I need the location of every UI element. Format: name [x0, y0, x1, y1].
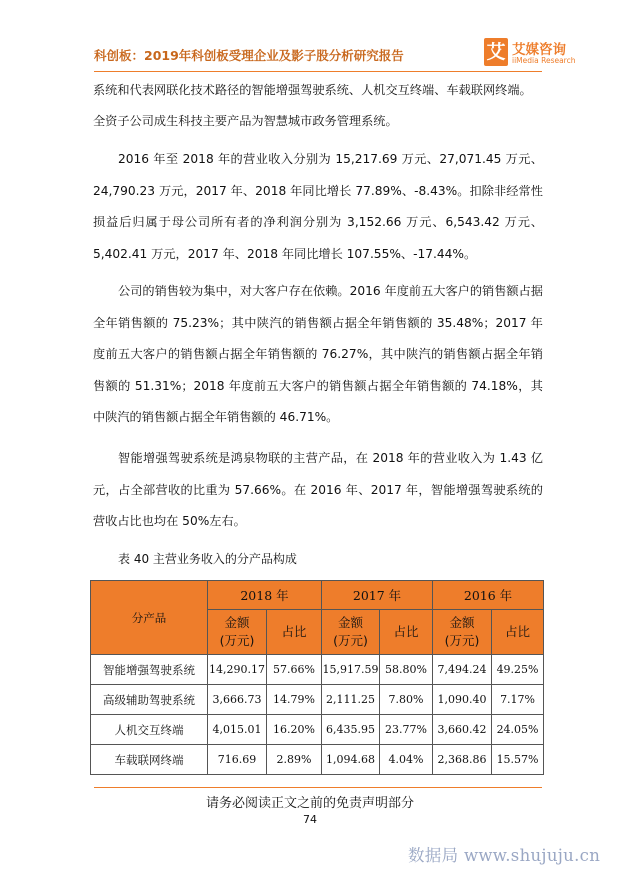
- ratio-2016: 7.17%: [492, 685, 544, 715]
- ratio-2018: 57.66%: [267, 655, 322, 685]
- ratio-2016: 49.25%: [492, 655, 544, 685]
- product-name: 车载联网终端: [91, 745, 208, 775]
- header-amount: [433, 610, 492, 655]
- paragraph-main-product: 智能增强驾驶系统是鸿泉物联的主营产品，在 2018 年的营业收入为 1.43 亿元，占全部营收的比重为 57.66%。在 2016 年、2017 年，智能增强驾驶系统的营收占比也均在 50%左右。: [93, 451, 543, 528]
- header-amount: [208, 610, 267, 655]
- amount-2016: 2,368.86: [433, 745, 492, 775]
- header-amount: [322, 610, 380, 655]
- table-row: [91, 745, 544, 775]
- amount-2018: 14,290.17: [208, 655, 267, 685]
- header-year-2016: 2016 年: [433, 581, 544, 610]
- amount-2017: 15,917.59: [322, 655, 380, 685]
- table-row: [91, 715, 544, 745]
- logo-english-name: iiMedia Research: [512, 56, 576, 65]
- header-ratio: 占比: [492, 610, 544, 655]
- amount-2016: 3,660.42: [433, 715, 492, 745]
- amount-label: 金额: [449, 615, 475, 630]
- ratio-2017: 4.04%: [380, 745, 433, 775]
- amount-2016: 7,494.24: [433, 655, 492, 685]
- logo-mark-icon: 艾: [484, 38, 508, 66]
- page-number: 74: [303, 813, 317, 826]
- header-ratio: 占比: [380, 610, 433, 655]
- header-divider: [94, 71, 542, 72]
- ratio-2018: 14.79%: [267, 685, 322, 715]
- ratio-2016: 15.57%: [492, 745, 544, 775]
- product-name: 高级辅助驾驶系统: [91, 685, 208, 715]
- ratio-2017: 7.80%: [380, 685, 433, 715]
- product-name: 人机交互终端: [91, 715, 208, 745]
- ratio-2017: 23.77%: [380, 715, 433, 745]
- paragraph-1: 系统和代表网联化技术路径的智能增强驾驶系统、人机交互终端、车载联网终端。: [93, 83, 532, 97]
- disclaimer-notice: 请务必阅读正文之前的免责声明部分: [205, 796, 414, 811]
- footer-divider: [94, 787, 542, 788]
- paragraph-2: 全资子公司成生科技主要产品为智慧城市政务管理系统。: [93, 114, 398, 128]
- revenue-by-product-table: [90, 580, 544, 775]
- amount-2018: 4,015.01: [208, 715, 267, 745]
- amount-unit: (万元): [333, 633, 368, 648]
- paragraph-customers: 公司的销售较为集中，对大客户存在依赖。2016 年度前五大客户的销售额占据全年销售额的 75.23%；其中陕汽的销售额占据全年销售额的 35.48%；2017 年度前五大客户的销售额占据全年销售额的 76.27%，其中陕汽的销售额占据全年销售额的 51.31%；2018 年度前五大客户的销售额占据全年销售额的 74.18%，其中陕汽的销售额占据全年销售额的 46.71%。: [93, 284, 543, 424]
- amount-2017: 2,111.25: [322, 685, 380, 715]
- table-row: [91, 685, 544, 715]
- amount-2018: 3,666.73: [208, 685, 267, 715]
- table-row: [91, 655, 544, 685]
- header-year-2017: 2017 年: [322, 581, 433, 610]
- amount-unit: (万元): [444, 633, 480, 648]
- amount-label: 金额: [224, 615, 250, 630]
- header-ratio: 占比: [267, 610, 322, 655]
- logo-chinese-name: 艾媒咨询: [512, 42, 566, 58]
- table-caption: 表 40 主营业务收入的分产品构成: [118, 552, 297, 566]
- header-product: 分产品: [91, 581, 208, 655]
- product-name: 智能增强驾驶系统: [91, 655, 208, 685]
- watermark: 数据局 www.shujuju.cn: [408, 846, 601, 865]
- paragraph-revenue: 2016 年至 2018 年的营业收入分别为 15,217.69 万元、27,071.45 万元、24,790.23 万元，2017 年、2018 年同比增长 77.89%、-8.43%。扣除非经常性损益后归属于母公司所有者的净利润分别为 3,152.66 万元、6,543.42 万元、5,402.41 万元，2017 年、2018 年同比增长 107.55%、-17.44%。: [93, 152, 543, 261]
- amount-label: 金额: [338, 615, 364, 630]
- amount-2016: 1,090.40: [433, 685, 492, 715]
- header-year-2018: 2018 年: [208, 581, 322, 610]
- ratio-2018: 2.89%: [267, 745, 322, 775]
- ratio-2017: 58.80%: [380, 655, 433, 685]
- report-title: 科创板：2019年科创板受理企业及影子股分析研究报告: [94, 48, 404, 63]
- amount-2018: 716.69: [208, 745, 267, 775]
- ratio-2016: 24.05%: [492, 715, 544, 745]
- page-header: [94, 38, 576, 70]
- ratio-2018: 16.20%: [267, 715, 322, 745]
- amount-2017: 6,435.95: [322, 715, 380, 745]
- amount-2017: 1,094.68: [322, 745, 380, 775]
- iimedia-logo: [484, 38, 604, 68]
- amount-unit: (万元): [219, 633, 255, 648]
